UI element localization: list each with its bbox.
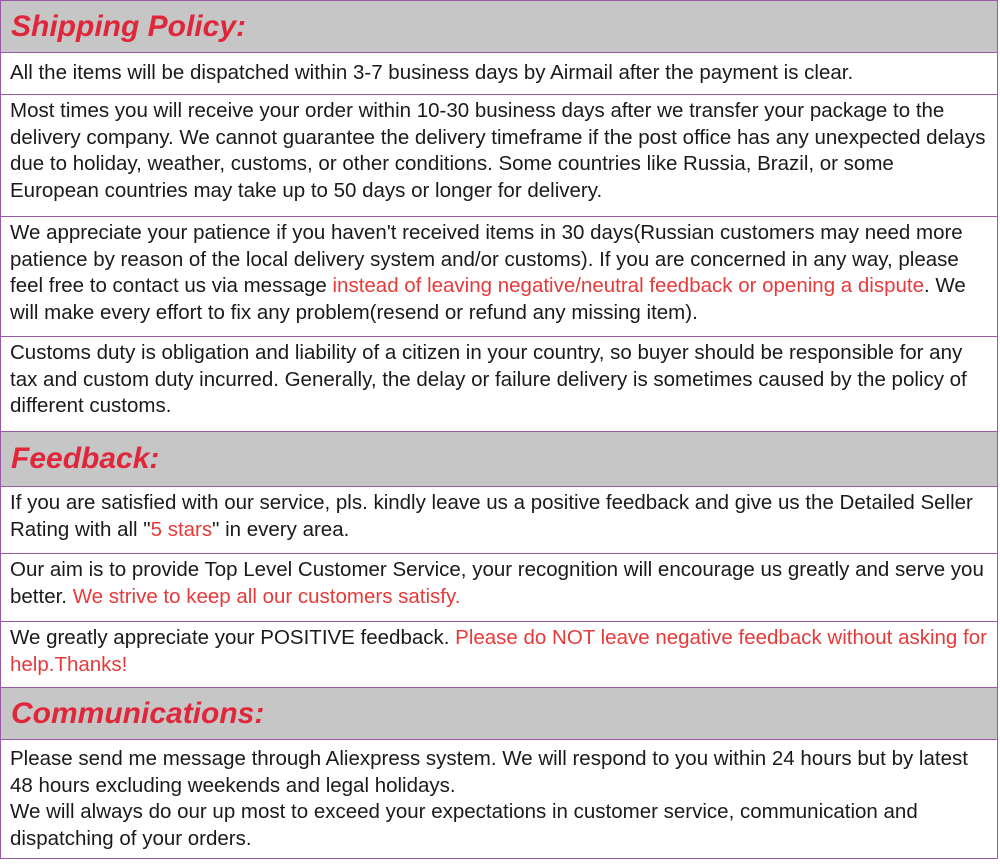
feedback-title: Feedback: xyxy=(11,442,160,475)
feedback-heading xyxy=(1,432,997,487)
shipping-patience-highlight: instead of leaving negative/neutral feedback or opening a dispute xyxy=(332,274,924,297)
shipping-customs-text xyxy=(1,337,997,432)
communications-response-sentence: Please send me message through Aliexpress system. We will respond to you within 24 hours but by latest 48 hours excluding weekends and legal holidays. xyxy=(10,747,968,797)
feedback-aim-text-start: Our aim is to provide Top Level Customer Service, your recognition will encourage us greatly and serve you better. xyxy=(10,558,984,608)
shipping-policy-heading xyxy=(1,1,997,53)
shipping-customs-sentence: Customs duty is obligation and liability of a citizen in your country, so buyer should be responsible for any tax and custom duty incurred. Generally, the delay or failure delivery is sometimes caused by the policy of different customs. xyxy=(10,341,967,417)
communications-commitment-sentence: We will always do our up most to exceed your expectations in customer service, communication and dispatching of your orders. xyxy=(10,800,918,850)
feedback-rating-text-end: " in every area. xyxy=(212,517,350,541)
feedback-aim-text xyxy=(1,554,997,622)
shipping-patience-text xyxy=(1,217,997,337)
shipping-dispatch-sentence: All the items will be dispatched within 3-7 business days by Airmail after the payment is clear. xyxy=(10,61,854,84)
shipping-patience-text-start: We appreciate your patience if you haven't received items in 30 days(Russian customers may need more patience by reason of the local delivery system and/or customs). If you are concerned in any way, please feel free to contact us via message xyxy=(10,221,963,297)
feedback-five-stars-highlight: 5 stars xyxy=(150,517,213,541)
feedback-appreciate-text-start: We greatly appreciate your POSITIVE feedback. xyxy=(10,626,456,649)
shipping-dispatch-text xyxy=(1,53,997,95)
shipping-policy-title: Shipping Policy: xyxy=(11,9,247,43)
feedback-appreciate-highlight: Please do NOT leave negative feedback without asking for help.Thanks! xyxy=(10,626,987,676)
communications-heading xyxy=(1,688,997,740)
communications-title: Communications: xyxy=(11,696,265,730)
feedback-aim-highlight: We strive to keep all our customers satisfy. xyxy=(72,584,461,608)
shipping-delivery-sentence: Most times you will receive your order within 10-30 business days after we transfer your package to the delivery company. We cannot guarantee the delivery timeframe if the post office has any unexpected delays due to holiday, weather, customs, or other conditions. Some countries like Russia, Brazil, or some European countries may take up to 50 days or longer for delivery. xyxy=(10,99,986,202)
feedback-rating-text-start: If you are satisfied with our service, pls. kindly leave us a positive feedback and give us the Detailed Seller Rating with all " xyxy=(10,491,973,541)
shipping-patience-text-end: . We will make every effort to fix any problem(resend or refund any missing item). xyxy=(10,274,966,324)
communications-text xyxy=(1,740,997,858)
feedback-appreciate-text xyxy=(1,622,997,688)
shipping-delivery-time-text xyxy=(1,95,997,217)
feedback-rating-text xyxy=(1,487,997,554)
